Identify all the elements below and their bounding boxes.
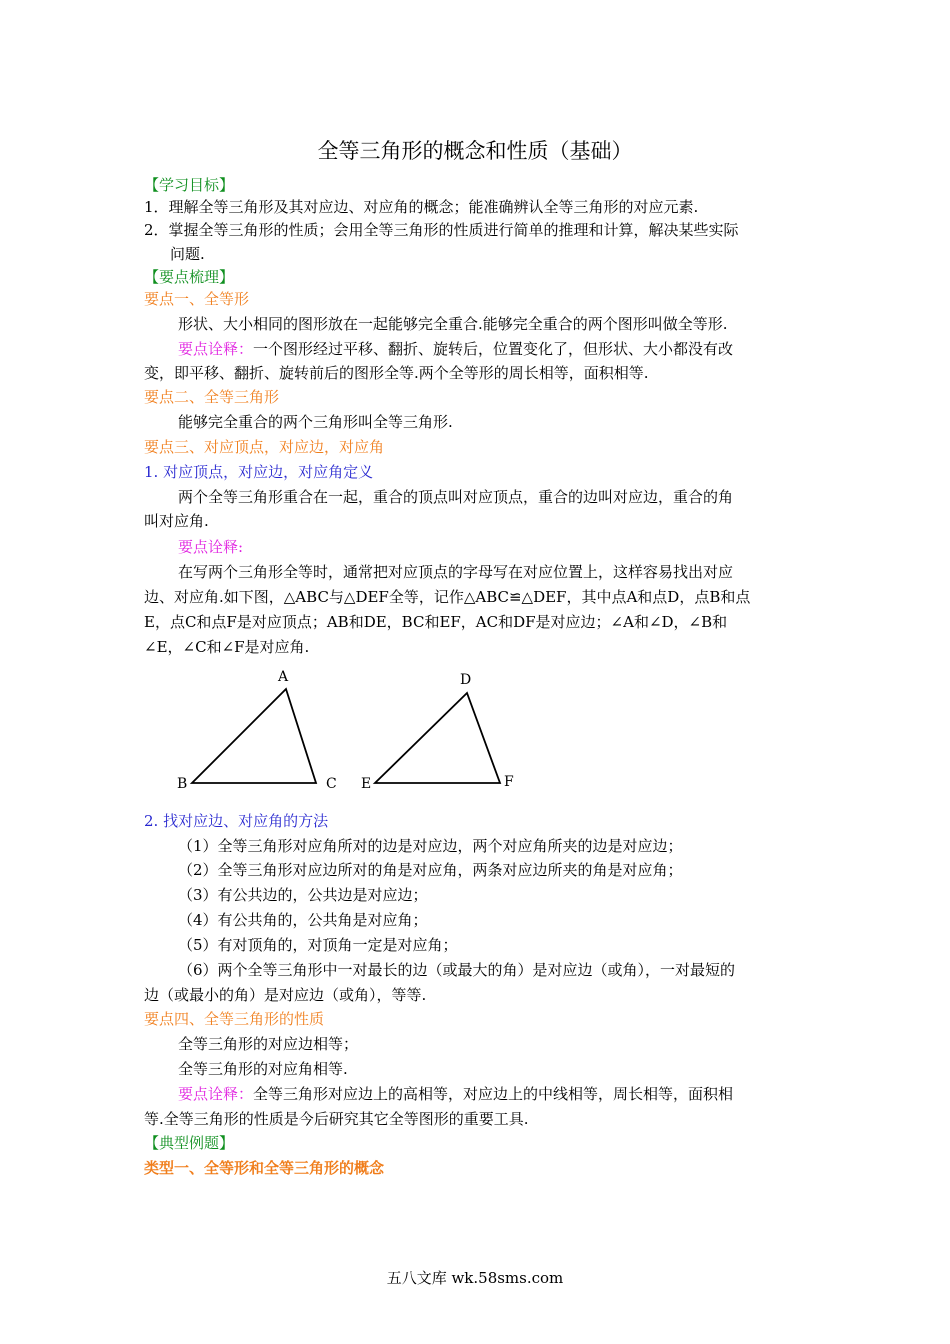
point1-note-cont: 变，即平移、翻折、旋转前后的图形全等.两个全等形的周长相等，面积相等. xyxy=(144,364,649,382)
triangle-abc xyxy=(192,689,316,783)
label-e: E xyxy=(361,776,372,792)
subsection1-note-line3: E，点C和点F是对应顶点；AB和DE，BC和EF，AC和DF是对应边；∠A和∠D，∠B和 xyxy=(144,613,728,631)
label-d: D xyxy=(460,672,472,688)
subsection1-text-cont: 叫对应角. xyxy=(144,512,209,530)
point2-heading: 要点二、全等三角形 xyxy=(144,388,280,406)
method-item-2: （2）全等三角形对应边所对的角是对应角，两条对应边所夹的角是对应角； xyxy=(178,861,683,879)
objective-item-1: 1．理解全等三角形及其对应边、对应角的概念；能准确辨认全等三角形的对应元素. xyxy=(144,198,699,216)
label-b: B xyxy=(177,776,188,792)
subsection1-note-label: 要点诠释: xyxy=(178,538,244,556)
label-f: F xyxy=(504,774,514,790)
point2-text: 能够完全重合的两个三角形叫全等三角形. xyxy=(178,413,453,431)
method-item-4: （4）有公共角的，公共角是对应角； xyxy=(178,911,428,929)
point4-note xyxy=(178,1083,846,1105)
point4-text-1: 全等三角形的对应边相等； xyxy=(178,1035,359,1053)
point4-note-cont: 等.全等三角形的性质是今后研究其它全等图形的重要工具. xyxy=(144,1110,529,1128)
note-text: 一个图形经过平移、翻折、旋转后，位置变化了，但形状、大小都没有改 xyxy=(253,340,734,358)
note-text: 全等三角形对应边上的高相等，对应边上的中线相等，周长相等，面积相 xyxy=(253,1085,734,1103)
method-item-3: （3）有公共边的，公共边是对应边； xyxy=(178,886,428,904)
method-item-1: （1）全等三角形对应角所对的边是对应边，两个对应角所夹的边是对应边； xyxy=(178,837,683,855)
label-a: A xyxy=(278,669,289,685)
examples-heading: 【典型例题】 xyxy=(144,1134,235,1152)
subsection2-heading: 2. 找对应边、对应角的方法 xyxy=(144,812,329,830)
method-item-5: （5）有对顶角的，对顶角一定是对应角； xyxy=(178,936,458,954)
objective-item-2: 2．掌握全等三角形的性质；会用全等三角形的性质进行简单的推理和计算，解决某些实际 xyxy=(144,221,739,239)
objective-item-2-cont: 问题. xyxy=(170,245,205,263)
example-type1-heading: 类型一、全等形和全等三角形的概念 xyxy=(144,1159,385,1177)
point1-note xyxy=(178,338,846,360)
congruent-triangles-figure xyxy=(170,664,530,794)
subsection1-note-line4: ∠E，∠C和∠F是对应角. xyxy=(144,638,310,656)
label-c: C xyxy=(326,776,337,792)
summary-heading: 【要点梳理】 xyxy=(144,268,235,286)
subsection1-heading: 1. 对应顶点，对应边，对应角定义 xyxy=(144,463,374,481)
page-title: 全等三角形的概念和性质（基础） xyxy=(317,139,633,163)
note-label: 要点诠释： xyxy=(178,1085,254,1103)
page-footer: 五八文库 wk.58sms.com xyxy=(386,1269,564,1287)
point3-heading: 要点三、对应顶点，对应边，对应角 xyxy=(144,438,385,456)
note-label: 要点诠释： xyxy=(178,340,254,358)
objectives-heading: 【学习目标】 xyxy=(144,176,235,194)
point1-heading: 要点一、全等形 xyxy=(144,290,250,308)
point4-heading: 要点四、全等三角形的性质 xyxy=(144,1010,325,1028)
point1-text: 形状、大小相同的图形放在一起能够完全重合.能够完全重合的两个图形叫做全等形. xyxy=(178,315,728,333)
method-item-6: （6）两个全等三角形中一对最长的边（或最大的角）是对应边（或角），一对最短的 xyxy=(178,961,736,979)
subsection1-note-line2: 边、对应角.如下图，△ABC与△DEF全等，记作△ABC≌△DEF，其中点A和点D，点B和点 xyxy=(144,588,751,606)
triangle-def xyxy=(375,693,500,783)
method-item-6-cont: 边（或最小的角）是对应边（或角），等等. xyxy=(144,986,427,1004)
point4-text-2: 全等三角形的对应角相等. xyxy=(178,1060,348,1078)
subsection1-note-line1: 在写两个三角形全等时，通常把对应顶点的字母写在对应位置上，这样容易找出对应 xyxy=(178,563,734,581)
subsection1-text: 两个全等三角形重合在一起，重合的顶点叫对应顶点，重合的边叫对应边，重合的角 xyxy=(178,488,734,506)
